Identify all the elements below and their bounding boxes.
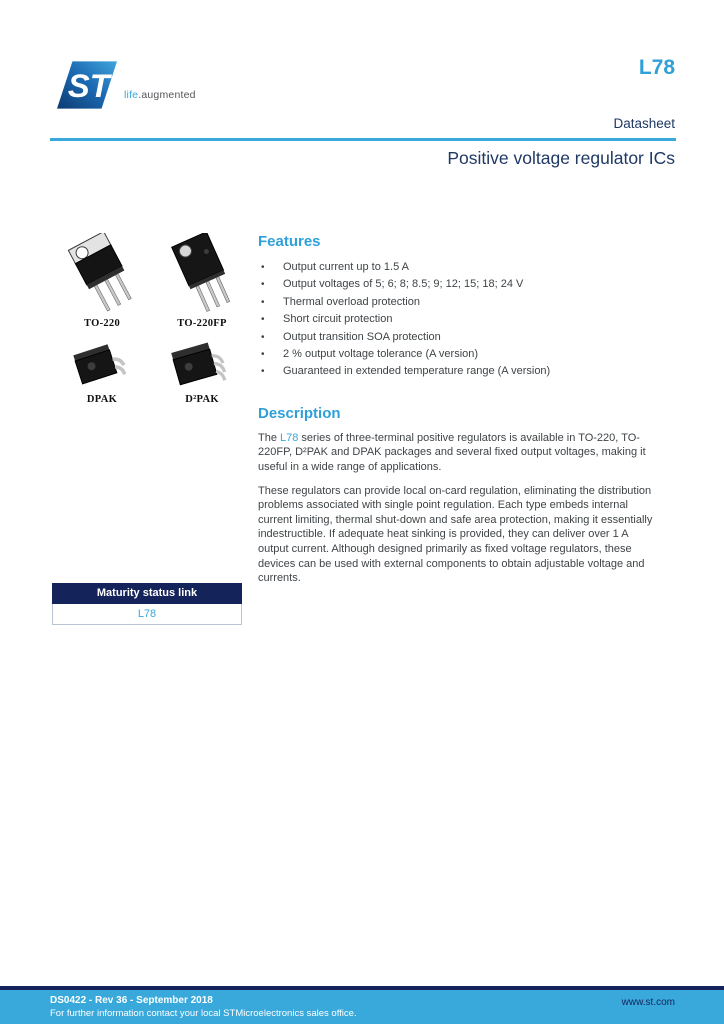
package-label-to220: TO-220 — [83, 318, 121, 329]
bullet-icon — [258, 259, 283, 276]
st-logo-icon — [57, 60, 117, 110]
svg-text:ST: ST — [67, 66, 110, 104]
package-to220fp — [152, 233, 252, 329]
description-text: The — [258, 431, 281, 444]
feature-text: Guaranteed in extended temperature range (A version) — [283, 365, 551, 378]
feature-item — [258, 311, 658, 328]
maturity-table-cell — [52, 604, 242, 625]
bullet-icon — [258, 311, 283, 328]
d2pak-package-icon — [162, 341, 242, 391]
feature-item — [258, 329, 658, 346]
dpak-package-icon — [62, 341, 142, 391]
features-heading: Features — [258, 233, 321, 250]
feature-item — [258, 346, 658, 363]
feature-item — [258, 294, 658, 311]
feature-text: 2 % output voltage tolerance (A version) — [283, 348, 479, 361]
st-website-link[interactable]: www.st.com — [621, 997, 675, 1008]
footer-bar — [0, 990, 724, 1024]
package-dpak — [52, 341, 152, 405]
bullet-icon — [258, 276, 283, 293]
bullet-icon — [258, 363, 283, 380]
package-d2pak — [152, 341, 252, 405]
feature-item — [258, 276, 658, 293]
product-name: L78 — [638, 56, 675, 79]
feature-text: Thermal overload protection — [283, 295, 420, 308]
package-label-dpak: DPAK — [86, 394, 118, 405]
description-paragraph-1 — [258, 431, 658, 475]
description-paragraph-2: These regulators can provide local on-card regulation, eliminating the distribution problems associated with single point regulation. Each type embeds internal current limiting, thermal shut-down and safe area protection, making it essentially indestructible. If adequate heat sinking is provided, they can deliver over 1 A output current. Although designed primarily as fixed voltage regulators, these devices can be used with external components to obtain adjustable voltage and currents. — [258, 484, 653, 585]
bullet-icon — [258, 329, 283, 346]
logo-tagline: life.augmented — [124, 89, 196, 101]
bullet-icon — [258, 294, 283, 311]
page-title: Positive voltage regulator ICs — [447, 148, 675, 168]
feature-text: Short circuit protection — [283, 313, 393, 326]
l78-maturity-link[interactable]: L78 — [137, 608, 157, 620]
package-illustrations — [52, 233, 252, 405]
footer-contact-note: For further information contact your local STMicroelectronics sales office. — [50, 1008, 357, 1019]
package-to220 — [52, 233, 152, 329]
feature-text: Output voltages of 5; 6; 8; 8.5; 9; 12; 15; 18; 24 V — [283, 278, 524, 291]
bullet-icon — [258, 346, 283, 363]
package-label-to220fp: TO-220FP — [177, 318, 227, 329]
package-label-d2pak: D²PAK — [185, 394, 219, 405]
feature-item — [258, 259, 658, 276]
features-list — [258, 259, 658, 381]
l78-inline-link[interactable]: L78 — [280, 431, 299, 444]
header-divider — [50, 138, 676, 141]
maturity-status-table — [52, 583, 242, 625]
feature-text: Output transition SOA protection — [283, 330, 441, 343]
st-logo — [57, 60, 196, 110]
to220-package-icon — [54, 233, 150, 315]
description-heading: Description — [258, 404, 341, 422]
footer-doc-revision: DS0422 - Rev 36 - September 2018 — [50, 995, 213, 1006]
document-type: Datasheet — [613, 116, 675, 131]
feature-item — [258, 363, 658, 380]
main-content — [258, 233, 658, 595]
maturity-table-header: Maturity status link — [52, 583, 242, 604]
to220fp-package-icon — [154, 233, 250, 315]
footer-doc-info — [50, 995, 357, 1019]
feature-text: Output current up to 1.5 A — [283, 261, 409, 273]
description-text: series of three-terminal positive regulators is available in TO-220, TO-220FP, D²PAK and DPAK packages and several fixed output voltages, making it useful in a wide range of applications. — [258, 431, 646, 474]
